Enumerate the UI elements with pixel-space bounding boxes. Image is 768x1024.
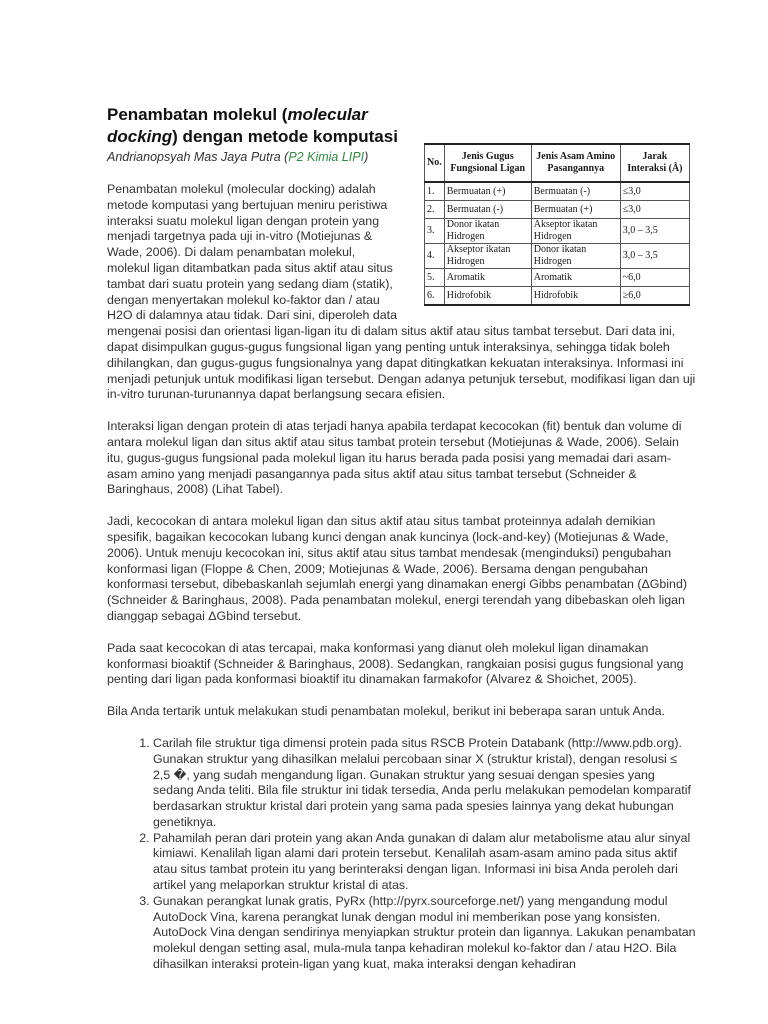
- article-body: [107, 182, 697, 973]
- article-title: Penambatan molekul (molecular docking) dengan metode komputasi: [107, 105, 398, 146]
- list-item: 1. Carilah file struktur tiga dimensi protein pada situs RSCB Protein Databank (http://www.pdb.org). Gunakan struktur yang dihasilkan melalui percobaan sinar X (struktur kristal), dengan resolusi ≤ 2,5 �, yang sudah mengandung ligan. Gunakan struktur yang sesuai dengan spesies yang sedang Anda teliti. Bila file struktur ini tidak tersedia, Anda perlu melakukan pemodelan komparatif berdasarkan struktur kristal dari protein yang sama pada spesies lainnya yang dekat hubungan genetiknya.: [153, 736, 697, 831]
- table-cell: ≥6,0: [620, 287, 689, 306]
- table-cell: Bermuatan (+): [444, 182, 531, 201]
- table-cell: 3,0 – 3,5: [620, 244, 689, 269]
- table-cell: 3.: [425, 219, 445, 244]
- table-header-cell: No.: [425, 144, 445, 182]
- table-cell: Aromatik: [444, 269, 531, 287]
- table-cell: 2.: [425, 201, 445, 219]
- table-header-row: [425, 144, 690, 182]
- table-cell: Akseptor ikatan Hidrogen: [444, 244, 531, 269]
- table-cell: Bermuatan (+): [531, 201, 620, 219]
- table-cell: Akseptor ikatan Hidrogen: [531, 219, 620, 244]
- table-cell: Bermuatan (-): [531, 182, 620, 201]
- table-header-cell: Jarak Interaksi (Å): [620, 144, 689, 182]
- suggestion-list: [107, 736, 697, 973]
- title-italic: molecular docking: [107, 105, 368, 146]
- table-header-cell: Jenis Asam Amino Pasangannya: [531, 144, 620, 182]
- table-cell: Bermuatan (-): [444, 201, 531, 219]
- list-item: 3. Gunakan perangkat lunak gratis, PyRx (http://pyrx.sourceforge.net/) yang mengandung modul AutoDock Vina, karena perangkat lunak dengan modul ini memberikan pose yang konsisten. AutoDock Vina dengan sendirinya menyiapkan struktur protein dan ligannya. Lakukan penambatan molekul dengan setting asal, mula-mula tanpa kehadiran molekul ko-faktor dan / atau H2O. Bila dihasilkan interaksi protein-ligan yang kuat, maka interaksi dengan kehadiran: [153, 894, 697, 973]
- table-cell: ~6,0: [620, 269, 689, 287]
- table-cell: Hidrofobik: [531, 287, 620, 306]
- table-float-spacer: [397, 182, 697, 319]
- table-cell: 3,0 – 3,5: [620, 219, 689, 244]
- table-cell: ≤3,0: [620, 201, 689, 219]
- paragraph: Jadi, kecocokan di antara molekul ligan dan situs aktif atau situs tambat proteinnya adalah demikian spesifik, bagaikan kecocokan lubang kunci dengan anak kuncinya (lock-and-key) (Motiejunas & Wade, 2006). Untuk menuju kecocokan ini, situs aktif atau situs tambat mendesak (menginduksi) pengubahan konformasi ligan (Floppe & Chen, 2009; Motiejunas & Wade, 2006). Bersama dengan pengubahan konformasi tersebut, dibebaskanlah sejumlah energi yang dinamakan energi Gibbs penambatan (ΔGbind) (Schneider & Baringhaus, 2008). Pada penambatan molekul, energi terendah yang dibebaskan oleh ligan dianggap sebagai ΔGbind tersebut.: [107, 514, 687, 623]
- author-org-link[interactable]: P2 Kimia LIPI: [288, 150, 365, 164]
- table-cell: Donor ikatan Hidrogen: [531, 244, 620, 269]
- author-line: Andrianopsyah Mas Jaya Putra (P2 Kimia LIPI): [107, 150, 369, 164]
- paragraph: Pada saat kecocokan di atas tercapai, maka konformasi yang dianut oleh molekul ligan dinamakan konformasi bioaktif (Schneider & Baringhaus, 2008). Sedangkan, rangkaian posisi gugus fungsional yang penting dari ligan pada konformasi bioaktif itu dinamakan farmakofor (Alvarez & Shoichet, 2005).: [107, 640, 684, 687]
- table-cell: Hidrofobik: [444, 287, 531, 306]
- list-item: 2. Pahamilah peran dari protein yang akan Anda gunakan di dalam alur metabolisme atau alur sinyal kimiawi. Kenalilah ligan alami dari protein tersebut. Kenalilah asam-asam amino pada situs aktif atau situs tambat protein itu yang berinteraksi dengan ligan. Informasi ini bisa Anda peroleh dari artikel yang melaporkan struktur kristal di atas.: [153, 831, 697, 894]
- table-cell: ≤3,0: [620, 182, 689, 201]
- table-cell: 6.: [425, 287, 445, 306]
- table-cell: Aromatik: [531, 269, 620, 287]
- paragraph: Bila Anda tertarik untuk melakukan studi penambatan molekul, berikut ini beberapa saran untuk Anda.: [107, 704, 665, 719]
- table-cell: Donor ikatan Hidrogen: [444, 219, 531, 244]
- table-cell: 5.: [425, 269, 445, 287]
- table-header-cell: Jenis Gugus Fungsional Ligan: [444, 144, 531, 182]
- table-cell: 4.: [425, 244, 445, 269]
- paragraph: Penambatan molekul (molecular docking) adalah metode komputasi yang bertujuan meniru peristiwa interaksi suatu molekul ligan dengan protein yang menjadi targetnya pada uji in-vitro (Motiejunas & Wade, 2006). Di dalam penambatan molekul, molekul ligan ditambatkan pada situs aktif atau situs tambat dari suatu protein yang sedang diam (statik), dengan menyertakan molekul ko-faktor dan / atau H2O di dalamnya atau tidak. Dari sini, diperoleh data mengenai posisi dan orientasi ligan-ligan itu di dalam situs aktif atau situs tambat tersebut. Dari data ini, dapat disimpulkan gugus-gugus fungsional ligan yang penting untuk interaksinya, sehingga tidak boleh dihilangkan, dan gugus-gugus fungsionalnya yang dapat ditingkatkan kekuatan interaksinya. Informasi ini menjadi petunjuk untuk modifikasi ligan tersebut. Dengan adanya petunjuk tersebut, modifikasi ligan dan uji in-vitro turunan-turunannya dapat berlangsung secara efisien.: [107, 182, 696, 402]
- paragraph: Interaksi ligan dengan protein di atas terjadi hanya apabila terdapat kecocokan (fit) bentuk dan volume di antara molekul ligan dan situs aktif atau situs tambat protein tersebut (Motiejunas & Wade, 2006). Selain itu, gugus-gugus fungsional pada molekul ligan itu harus berada pada posisi yang memadai dari asam-asam amino yang menjadi pasangannya pada situs aktif atau situs tambat tersebut (Schneider & Baringhaus, 2008) (Lihat Tabel).: [107, 419, 682, 497]
- table-cell: 1.: [425, 182, 445, 201]
